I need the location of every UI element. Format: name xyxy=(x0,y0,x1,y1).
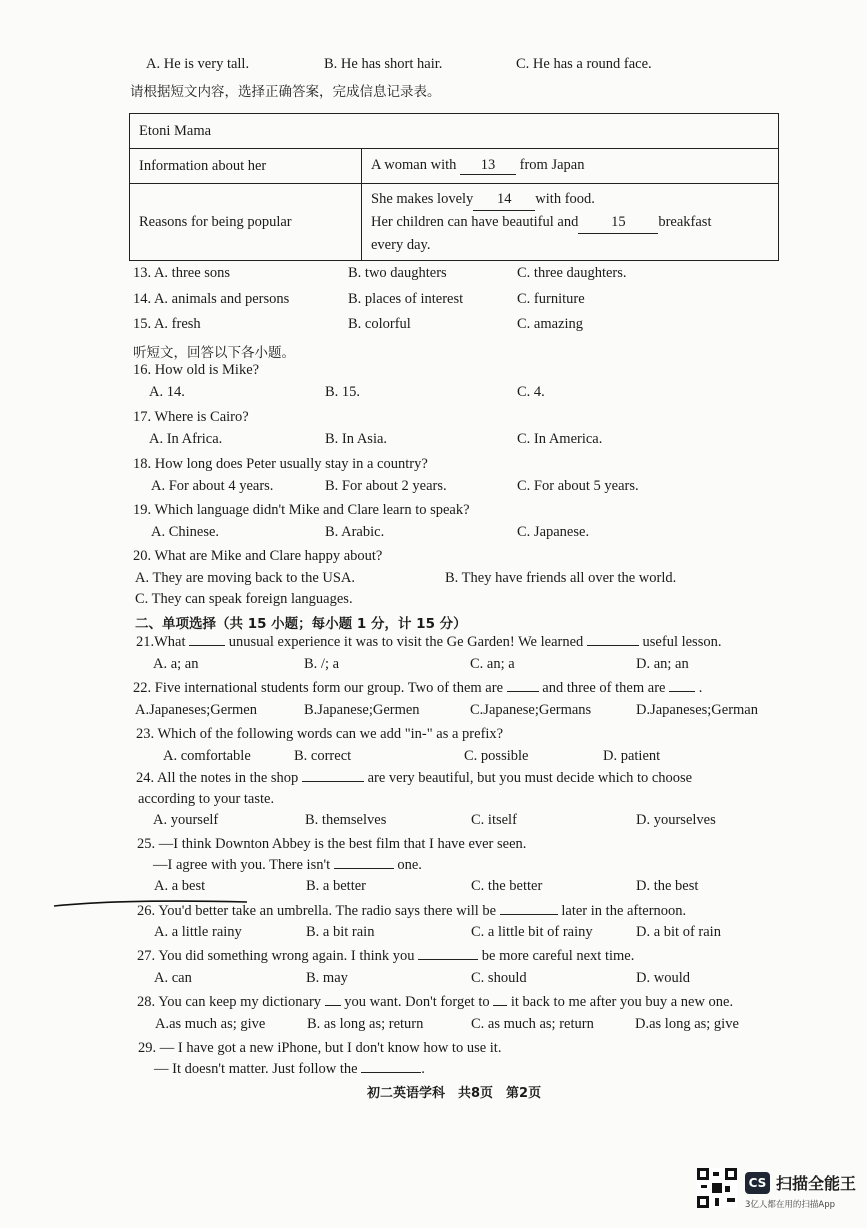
q19-option-a: A. Chinese. xyxy=(151,524,220,540)
q26-option-c: C. a little bit of rainy xyxy=(471,924,593,940)
q17-option-a: A. In Africa. xyxy=(149,431,223,447)
listen-instruction: 听短文，回答以下各小题。 xyxy=(133,345,295,361)
q15-option-b: B. colorful xyxy=(348,316,411,332)
q24-option-b: B. themselves xyxy=(305,812,387,828)
q26-stem xyxy=(137,903,686,920)
q27-stem xyxy=(137,948,634,965)
q22-stem xyxy=(133,680,702,697)
q14-option-a: 14. A. animals and persons xyxy=(133,291,290,307)
q14-option-c: C. furniture xyxy=(517,291,585,307)
q17-stem: 17. Where is Cairo? xyxy=(133,409,249,425)
q28-option-d: D.as long as; give xyxy=(635,1016,739,1032)
blank xyxy=(493,1005,507,1006)
q19-option-b: B. Arabic. xyxy=(325,524,385,540)
q20-option-c: C. They can speak foreign languages. xyxy=(135,591,353,607)
q13-option-a: 13. A. three sons xyxy=(133,265,231,281)
q28-stem-part2: you want. Don't forget to xyxy=(344,994,490,1010)
blank xyxy=(587,645,639,646)
q16-option-b: B. 15. xyxy=(325,384,361,400)
q12-option-a: A. He is very tall. xyxy=(146,56,250,72)
scanner-app-subtitle: 3亿人都在用的扫描App xyxy=(745,1200,836,1210)
info-record-table xyxy=(129,113,779,261)
q22-stem-part3: . xyxy=(698,680,703,696)
q13-option-c: C. three daughters. xyxy=(517,265,627,281)
q23-option-a: A. comfortable xyxy=(163,748,251,764)
table-row2-label: Reasons for being popular xyxy=(130,184,362,261)
q25-stem-part3: one. xyxy=(397,857,422,873)
blank xyxy=(334,868,394,869)
q25-stem-line1: 25. —I think Downton Abbey is the best film that I have ever seen. xyxy=(137,836,527,852)
q20-option-b: B. They have friends all over the world. xyxy=(445,570,677,586)
blank xyxy=(418,959,478,960)
q24-stem-part1: 24. All the notes in the shop xyxy=(136,770,299,786)
q21-option-d: D. an; an xyxy=(636,656,689,672)
row1-post: from Japan xyxy=(519,157,585,173)
q29-stem-part3: . xyxy=(421,1061,425,1077)
blank-15: 15 xyxy=(578,211,658,234)
q25-option-a: A. a best xyxy=(154,878,206,894)
row1-pre: A woman with xyxy=(371,157,457,173)
q23-stem: 23. Which of the following words can we add "in-" as a prefix? xyxy=(136,726,504,742)
q24-option-a: A. yourself xyxy=(153,812,219,828)
page-footer: 初二英语学科 共8页 第2页 xyxy=(367,1086,542,1101)
q22-stem-part1: 22. Five international students form our group. Two of them are xyxy=(133,680,504,696)
q28-stem-part3: it back to me after you buy a new one. xyxy=(510,994,734,1010)
q16-stem: 16. How old is Mike? xyxy=(133,362,260,378)
row2-line3: every day. xyxy=(371,237,431,253)
q29-stem-line1: 29. — I have got a new iPhone, but I don't know how to use it. xyxy=(138,1040,502,1056)
scanner-app-title: 扫描全能王 xyxy=(776,1174,857,1193)
q17-option-b: B. In Asia. xyxy=(325,431,388,447)
q24-stem-line1 xyxy=(136,770,692,787)
blank xyxy=(325,1005,341,1006)
row2-line1-post: with food. xyxy=(535,191,595,207)
q22-stem-part2: and three of them are xyxy=(542,680,666,696)
q23-option-c: C. possible xyxy=(464,748,529,764)
q24-stem-line2: according to your taste. xyxy=(138,791,275,807)
q29-stem-part2: — It doesn't matter. Just follow the xyxy=(154,1061,358,1077)
table-row1-value xyxy=(362,149,779,184)
q22-option-a: A.Japaneses;Germen xyxy=(135,702,257,718)
q21-stem xyxy=(136,634,721,651)
blank xyxy=(500,914,558,915)
q25-option-d: D. the best xyxy=(636,878,699,894)
q27-stem-part2: be more careful next time. xyxy=(481,948,635,964)
q18-option-b: B. For about 2 years. xyxy=(325,478,447,494)
blank xyxy=(507,691,539,692)
q13-option-b: B. two daughters xyxy=(348,265,447,281)
q25-stem-part2: —I agree with you. There isn't xyxy=(153,857,331,873)
q28-option-c: C. as much as; return xyxy=(471,1016,594,1032)
blank xyxy=(669,691,695,692)
q24-option-c: C. itself xyxy=(471,812,517,828)
q17-option-c: C. In America. xyxy=(517,431,603,447)
q12-option-b: B. He has short hair. xyxy=(324,56,443,72)
q26-stem-part1: 26. You'd better take an umbrella. The radio says there will be xyxy=(137,903,497,919)
q22-option-b: B.Japanese;Germen xyxy=(304,702,420,718)
q29-stem-line2 xyxy=(154,1061,425,1078)
q18-option-c: C. For about 5 years. xyxy=(517,478,639,494)
row2-line2-post: breakfast xyxy=(658,214,712,230)
q19-stem: 19. Which language didn't Mike and Clare learn to speak? xyxy=(133,502,470,518)
q27-option-d: D. would xyxy=(636,970,690,986)
q20-option-a: A. They are moving back to the USA. xyxy=(135,570,356,586)
q19-option-c: C. Japanese. xyxy=(517,524,590,540)
q21-option-a: A. a; an xyxy=(153,656,199,672)
qr-code-icon xyxy=(697,1168,737,1208)
blank-14: 14 xyxy=(473,188,535,211)
q25-option-c: C. the better xyxy=(471,878,543,894)
q27-option-a: A. can xyxy=(154,970,192,986)
q25-option-b: B. a better xyxy=(306,878,366,894)
q28-option-a: A.as much as; give xyxy=(155,1016,266,1032)
q22-option-c: C.Japanese;Germans xyxy=(470,702,592,718)
blank xyxy=(302,781,364,782)
scanner-logo-icon: CS xyxy=(745,1172,770,1194)
q15-option-a: 15. A. fresh xyxy=(133,316,201,332)
q18-stem: 18. How long does Peter usually stay in a country? xyxy=(133,456,428,472)
blank xyxy=(189,645,225,646)
q18-option-a: A. For about 4 years. xyxy=(151,478,274,494)
blank xyxy=(361,1072,421,1073)
row2-line1-pre: She makes lovely xyxy=(371,191,474,207)
q12-option-c: C. He has a round face. xyxy=(516,56,652,72)
q23-option-d: D. patient xyxy=(603,748,661,764)
blank-13: 13 xyxy=(460,157,516,175)
q14-option-b: B. places of interest xyxy=(348,291,464,307)
q27-option-b: B. may xyxy=(306,970,348,986)
q21-stem-part2: unusual experience it was to visit the Ge Garden! We learned xyxy=(228,634,584,650)
q21-option-b: B. /; a xyxy=(304,656,340,672)
q24-stem-part2: are very beautiful, but you must decide which to choose xyxy=(367,770,693,786)
q26-option-d: D. a bit of rain xyxy=(636,924,721,940)
q23-option-b: B. correct xyxy=(294,748,352,764)
q26-option-a: A. a little rainy xyxy=(154,924,242,940)
q25-stem-line2 xyxy=(153,857,422,874)
q26-option-b: B. a bit rain xyxy=(306,924,375,940)
table-row1-label: Information about her xyxy=(130,149,362,184)
q21-option-c: C. an; a xyxy=(470,656,515,672)
table-instruction: 请根据短文内容，选择正确答案，完成信息记录表。 xyxy=(130,84,441,100)
q27-stem-part1: 27. You did something wrong again. I think you xyxy=(137,948,415,964)
table-row2-value xyxy=(362,184,779,261)
q20-stem: 20. What are Mike and Clare happy about? xyxy=(133,548,383,564)
q15-option-c: C. amazing xyxy=(517,316,584,332)
q16-option-c: C. 4. xyxy=(517,384,545,400)
q28-stem-part1: 28. You can keep my dictionary xyxy=(137,994,322,1010)
q27-option-c: C. should xyxy=(471,970,527,986)
table-title: Etoni Mama xyxy=(130,114,779,149)
row2-line2-pre: Her children can have beautiful and xyxy=(371,214,579,230)
q26-stem-part2: later in the afternoon. xyxy=(561,903,687,919)
q28-option-b: B. as long as; return xyxy=(307,1016,424,1032)
q16-option-a: A. 14. xyxy=(149,384,185,400)
q21-stem-part1: 21.What xyxy=(136,634,186,650)
q21-stem-part3: useful lesson. xyxy=(642,634,722,650)
q28-stem xyxy=(137,994,733,1011)
q22-option-d: D.Japaneses;German xyxy=(636,702,758,718)
q24-option-d: D. yourselves xyxy=(636,812,716,828)
section2-heading: 二、单项选择（共 15 小题；每小题 1 分，计 15 分） xyxy=(135,616,467,632)
